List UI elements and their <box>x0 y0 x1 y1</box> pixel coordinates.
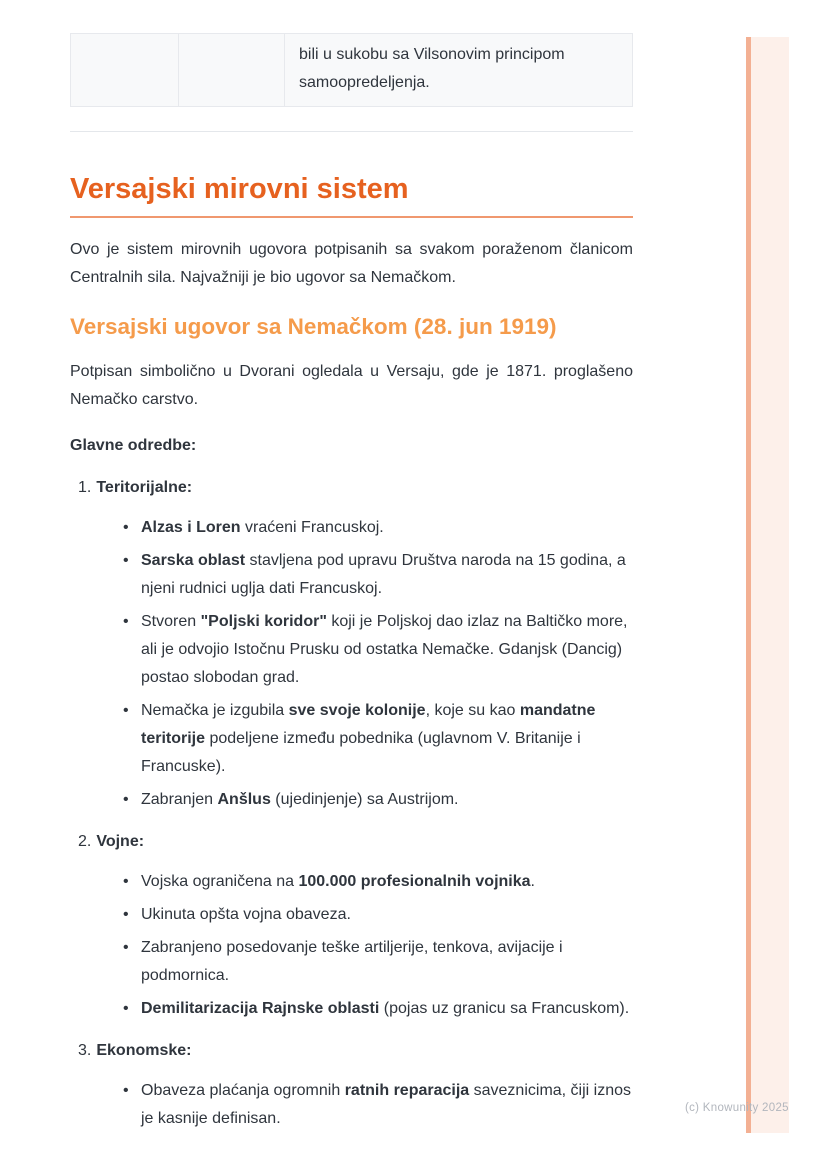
list-number: 3. <box>78 1042 92 1059</box>
list-item <box>78 697 633 781</box>
bold-text: Sarska oblast <box>141 552 246 569</box>
bullet-list <box>78 514 633 814</box>
right-margin-band <box>746 37 789 1133</box>
text: Vojska ograničena na <box>141 873 299 890</box>
text: . <box>530 873 535 890</box>
lead-label: Glavne odredbe: <box>70 437 197 454</box>
bullet-list <box>78 868 633 1023</box>
bold-text: Anšlus <box>217 791 271 808</box>
list-item <box>78 514 633 542</box>
text: Stvoren <box>141 613 201 630</box>
list-section-ekonomske <box>70 1037 633 1133</box>
bold-text: Demilitarizacija Rajnske oblasti <box>141 1000 380 1017</box>
text: , koje su kao <box>425 702 520 719</box>
list-title: Ekonomske: <box>96 1042 192 1059</box>
text: Ukinuta opšta vojna obaveza. <box>141 906 351 923</box>
list-item <box>78 608 633 692</box>
bold-text: sve svoje kolonije <box>288 702 426 719</box>
list-title: Teritorijalne: <box>96 479 193 496</box>
subsection-title: Versajski ugovor sa Nemačkom (28. jun 1919) <box>70 314 557 339</box>
text: koji je Poljskoj dao izlaz na Baltičko more, ali je odvojio Istočnu Prusku od ostatka Nemačke. Gdanjsk (Dancig) postao slobodan grad. <box>141 613 628 686</box>
body-paragraph: Potpisan simbolično u Dvorani ogledala u Versaju, gde je 1871. proglašeno Nemačko carstvo. <box>70 363 633 408</box>
list-section-heading <box>78 1037 633 1065</box>
list-section-heading <box>78 474 633 502</box>
text: vraćeni Francuskoj. <box>240 519 384 536</box>
bold-text: Alzas i Loren <box>141 519 241 536</box>
list-item <box>78 934 633 990</box>
list-item <box>78 1077 633 1133</box>
list-item <box>78 901 633 929</box>
text: Zabranjen <box>141 791 218 808</box>
main-ordered-list <box>70 474 633 1133</box>
text: saveznicima, čiji iznos je kasnije definisan. <box>141 1082 632 1127</box>
list-number: 1. <box>78 479 92 496</box>
document-content <box>70 0 633 1133</box>
list-number: 2. <box>78 833 92 850</box>
table-cell-text: bili u sukobu sa Vilsonovim principom samoopredeljenja. <box>299 46 565 91</box>
text: Obaveza plaćanja ogromnih <box>141 1082 345 1099</box>
text: Zabranjeno posedovanje teške artiljerije, tenkova, avijacije i podmornica. <box>141 939 563 984</box>
bold-text: "Poljski koridor" <box>200 613 327 630</box>
intro-paragraph: Ovo je sistem mirovnih ugovora potpisanih sa svakom poraženom članicom Centralnih sila. Najvažniji je bio ugovor sa Nemačkom. <box>70 241 633 286</box>
text: (pojas uz granicu sa Francuskom). <box>379 1000 630 1017</box>
list-item <box>78 786 633 814</box>
bold-text: 100.000 profesionalnih vojnika <box>298 873 531 890</box>
list-item <box>78 547 633 603</box>
list-item <box>78 868 633 896</box>
bold-text: ratnih reparacija <box>344 1082 470 1099</box>
table-fragment <box>70 33 633 107</box>
text: (ujedinjenje) sa Austrijom. <box>270 791 459 808</box>
list-section-vojne <box>70 828 633 1023</box>
list-item <box>78 995 633 1023</box>
list-title: Vojne: <box>96 833 145 850</box>
bullet-list <box>78 1077 633 1133</box>
page-title: Versajski mirovni sistem <box>70 173 633 218</box>
watermark: (c) Knowunity 2025 <box>685 1102 789 1114</box>
section-divider <box>70 131 633 132</box>
table-cell-empty <box>71 34 179 106</box>
text: stavljena pod upravu Društva naroda na 15 godina, a njeni rudnici uglja dati Francuskoj. <box>141 552 626 597</box>
bold-text: mandatne teritorije <box>141 702 596 747</box>
text: Nemačka je izgubila <box>141 702 289 719</box>
text: podeljene između pobednika (uglavnom V. Britanije i Francuske). <box>141 730 581 775</box>
list-section-teritorijalne <box>70 474 633 814</box>
list-section-heading <box>78 828 633 856</box>
table-cell-empty <box>179 34 285 106</box>
